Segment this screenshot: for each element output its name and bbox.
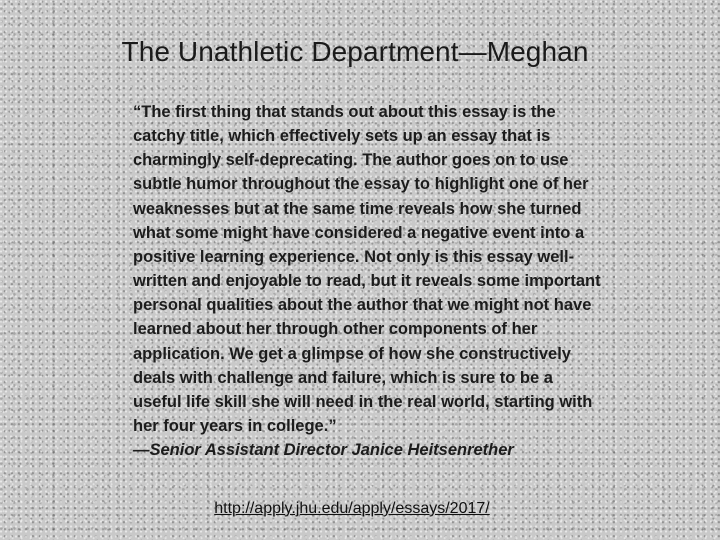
- slide-title: The Unathletic Department—Meghan: [121, 36, 589, 67]
- source-link[interactable]: http://apply.jhu.edu/apply/essays/2017/: [214, 500, 490, 517]
- quote-block: [133, 100, 603, 462]
- quote-text: “The first thing that stands out about this essay is the catchy title, which effectively sets up an essay that is charmingly self-deprecating. The author goes on to use subtle humor throughout the essay to highlight one of her weaknesses but at the same time reveals how she turned what some might have considered a negative event into a positive learning experience. Not only is this essay well-written and enjoyable to read, but it reveals some important personal qualities about the author that we might not have learned about her through other components of her application. We get a glimpse of how she constructively deals with challenge and failure, which is sure to be a useful life skill she will need in the real world, starting with her four years in college.”: [133, 103, 601, 436]
- quote-attribution: —Senior Assistant Director Janice Heitsenrether: [133, 441, 514, 460]
